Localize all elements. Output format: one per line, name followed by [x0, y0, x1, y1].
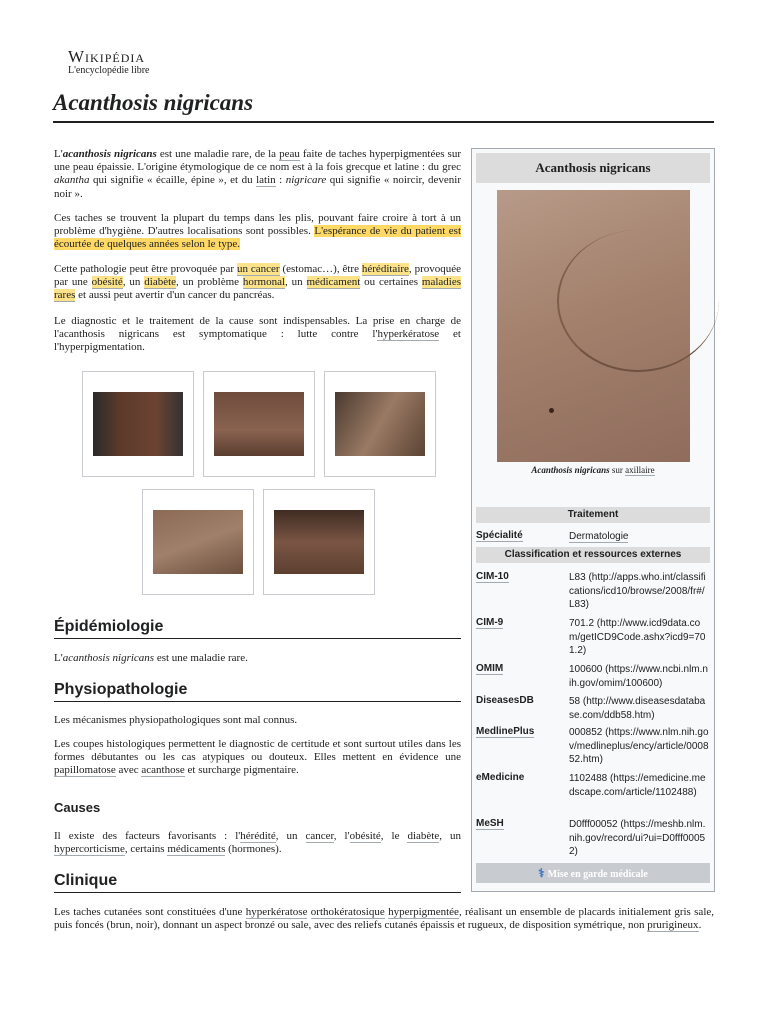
value-diseasesdb[interactable]: 58 (http://www.diseasesdatabase.com/ddb58.htm): [569, 696, 706, 721]
title-divider: [53, 121, 714, 123]
intro-paragraph-1: L'acanthosis nigricans est une maladie rare, de la peau faite de taches hyperpigmentées sur une peau épaissie. L'origine étymologique de ce nom est à la fois grecque et latine : du grec akantha qui signifie « écaille, épine », et du latin : nigricare qui signifie « noircir, devenir noir ».: [54, 148, 461, 200]
link-hyperkeratose[interactable]: hyperkératose: [377, 328, 440, 341]
link-papillomatose[interactable]: papillomatose: [54, 764, 116, 777]
link-peau[interactable]: peau: [279, 148, 300, 160]
key-cim9: [476, 617, 503, 628]
caduceus-icon: ⚕: [538, 866, 545, 880]
link-maladies-rares[interactable]: maladies rares: [54, 276, 462, 302]
logo-tagline: L'encyclopédie libre: [68, 65, 150, 76]
physio-paragraph-2: Les coupes histologiques permettent le diagnostic de certitude et sont surtout utiles dans les formes débutantes ou les cas atypiques ou douteux. Elles mettent en évidence une papillomatose avec acanthose et surcharge pigmentaire.: [54, 738, 461, 777]
intro-paragraph-2: Ces taches se trouvent la plupart du temps dans les plis, pouvant faire croire à tort à un problème d'hygiène. D'autres localisations sont possibles. L'espérance de vie du patient est écourtée de quelques années selon le type.: [54, 212, 461, 251]
link-medicament[interactable]: médicament: [306, 276, 361, 289]
key-cim10: [476, 571, 509, 582]
causes-paragraph: Il existe des facteurs favorisants : l'hérédité, un cancer, l'obésité, le diabète, un hypercorticisme, certains médicaments (hormones).: [54, 830, 461, 856]
gallery-image-back[interactable]: [203, 371, 315, 477]
photo-face: [93, 392, 183, 456]
link-orthokeratosique[interactable]: orthokératosique: [310, 906, 385, 918]
link-prurigineux[interactable]: prurigineux: [647, 919, 699, 932]
skin-mole: [549, 408, 554, 413]
medical-warning-link[interactable]: [476, 863, 710, 883]
link-obesite-2[interactable]: obésité: [349, 830, 381, 842]
term-bold: acanthosis nigricans: [62, 148, 157, 160]
link-latin[interactable]: latin: [256, 174, 276, 187]
link-medlineplus[interactable]: MedlinePlus: [476, 726, 535, 737]
link-heredite[interactable]: hérédité: [240, 830, 276, 842]
physio-paragraph-1: Les mécanismes physiopathologiques sont mal connus.: [54, 714, 298, 726]
link-hormonal[interactable]: hormonal: [242, 276, 286, 289]
infobox: [471, 148, 715, 892]
heading-epidemiologie: Épidémiologie: [54, 618, 461, 639]
skin-fold: [557, 230, 719, 372]
link-hyperkeratose-2[interactable]: hyperkératose: [245, 906, 308, 918]
wikipedia-logo[interactable]: [68, 47, 168, 76]
infobox-title: Acanthosis nigricans: [476, 153, 710, 183]
band-traitement: Traitement: [476, 507, 710, 523]
value-cim9[interactable]: 701.2 (http://www.icd9data.com/getICD9Code.ashx?icd9=701.2): [569, 618, 706, 656]
value-specialite: [569, 530, 709, 544]
link-hyperpigmentee[interactable]: hyperpigmentée: [388, 906, 459, 918]
link-axillaire[interactable]: axillaire: [625, 465, 655, 475]
photo-torso: [274, 510, 364, 574]
link-omim[interactable]: OMIM: [476, 663, 504, 674]
gallery-image-neck[interactable]: [324, 371, 436, 477]
page-title: Acanthosis nigricans: [53, 90, 254, 115]
link-diabete-2[interactable]: diabète: [407, 830, 440, 842]
link-hypercorticisme[interactable]: hypercorticisme: [54, 843, 125, 856]
key-omim: [476, 663, 503, 674]
link-cancer-2[interactable]: cancer: [305, 830, 334, 842]
photo-arm: [153, 510, 243, 574]
clinique-paragraph: Les taches cutanées sont constituées d'une hyperkératose orthokératosique hyperpigmentée, réalisant un ensemble de placards initialement gris sale, puis foncés (brun, noir), donnant un aspect bronzé ou sale, avec des reliefs cutanés épaissis et rugueux, de disposition symétrique, non prurigineux.: [54, 906, 715, 932]
key-specialite: [476, 530, 523, 541]
link-diabete[interactable]: diabète: [144, 276, 177, 289]
epidemio-paragraph: L'acanthosis nigricans est une maladie rare.: [54, 652, 248, 664]
gallery-image-face[interactable]: [82, 371, 194, 477]
heading-clinique: Clinique: [54, 872, 461, 893]
key-medlineplus: [476, 726, 534, 737]
value-medlineplus[interactable]: 000852 (https://www.nlm.nih.gov/medlineplus/ency/article/000852.htm): [569, 727, 709, 765]
key-mesh: [476, 818, 504, 829]
infobox-image-axillary[interactable]: [497, 190, 690, 462]
link-cim9[interactable]: CIM-9: [476, 617, 504, 628]
intro-paragraph-3: Cette pathologie peut être provoquée par un cancer (estomac…), être héréditaire, provoquée par une obésité, un diabète, un problème hormonal, un médicament ou certaines maladies rares et aussi peut avertir d'un cancer du pancréas.: [54, 263, 462, 302]
highlighted-sentence: L'espérance de vie du patient est écourtée de quelques années selon le type.: [54, 225, 461, 251]
gallery-image-arm[interactable]: [142, 489, 254, 595]
heading-causes: Causes: [54, 800, 101, 815]
key-emedicine: eMedicine: [476, 772, 525, 783]
link-cancer[interactable]: un cancer: [236, 263, 280, 275]
link-mesh[interactable]: MeSH: [476, 818, 504, 829]
value-emedicine[interactable]: 1102488 (https://emedicine.medscape.com/article/1102488): [569, 773, 706, 798]
infobox-caption: Acanthosis nigricans sur axillaire: [531, 465, 655, 475]
value-cim10[interactable]: L83 (http://apps.who.int/classifications/icd10/browse/2008/fr#/L83): [569, 572, 706, 610]
link-dermatologie[interactable]: Dermatologie: [569, 531, 629, 542]
value-mesh[interactable]: D0fff00052 (https://meshb.nlm.nih.gov/record/ui?ui=D0fff00052): [569, 819, 706, 857]
link-specialite[interactable]: Spécialité: [476, 530, 523, 541]
intro-paragraph-4: Le diagnostic et le traitement de la cause sont indispensables. La prise en charge de l'acanthosis nigricans est symptomatique : lutte contre l'hyperkératose et l'hyperpigmentation.: [54, 315, 461, 354]
band-classification: Classification et ressources externes: [476, 547, 710, 563]
key-diseasesdb: DiseasesDB: [476, 695, 534, 706]
value-omim[interactable]: 100600 (https://www.ncbi.nlm.nih.gov/omim/100600): [569, 664, 708, 689]
heading-physiopathologie: Physiopathologie: [54, 681, 461, 702]
link-hereditaire[interactable]: héréditaire: [361, 263, 409, 275]
link-medicaments[interactable]: médicaments: [167, 843, 226, 856]
logo-wordmark: Wikipédia: [68, 47, 146, 66]
medical-warning-label: Mise en garde médicale: [547, 869, 648, 880]
link-cim10[interactable]: CIM-10: [476, 571, 509, 582]
link-obesite[interactable]: obésité: [91, 276, 123, 289]
gallery-image-torso[interactable]: [263, 489, 375, 595]
photo-back: [214, 392, 304, 456]
link-acanthose[interactable]: acanthose: [141, 764, 185, 777]
photo-neck: [335, 392, 425, 456]
